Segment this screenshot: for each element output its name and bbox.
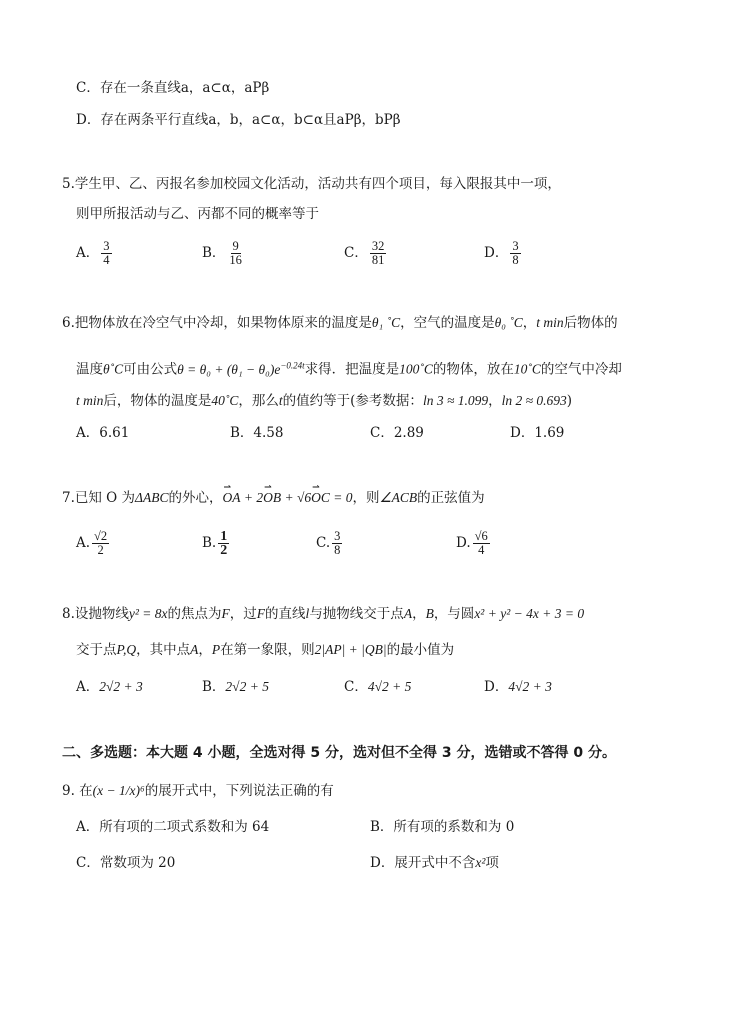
q5-option-c [344, 240, 388, 267]
option-label: A． [76, 245, 100, 261]
q5-stem-line1: 5.学生甲、乙、丙报名参加校园文化活动，活动共有四个项目，每入限报其中一项， [62, 176, 561, 192]
fraction: $\frac{3}{8}$ [512, 239, 519, 267]
q8-line1: 8.设抛物线y² = 8x的焦点为F，过F的直线l与抛物线交于点A，B，与圆x² + y² − 4x + 3 = 0 [62, 606, 585, 622]
fraction: $\frac{√2}{2}$ [94, 529, 108, 557]
q8-option-a: A．2√2 + 3 [76, 679, 143, 695]
q6-option-d: D．1.69 [510, 425, 565, 441]
q7-option-a: A. $\frac{√2}{2}$ [76, 529, 108, 557]
q7-option-b: B. $\frac{1}{2}$ [202, 529, 228, 558]
fraction: $\frac{32}{81}$ [371, 239, 385, 267]
q6-option-b: B．4.58 [230, 425, 284, 441]
fraction: $\frac{1}{2}$ [220, 529, 228, 558]
cooling-formula: $\theta = \theta_0 + (\theta_1 - \theta_0)e^{-0.24t}$ [177, 360, 305, 377]
fraction: $\frac{3}{4}$ [103, 239, 110, 267]
q6-option-c: C．2.89 [370, 425, 424, 441]
q9-option-d: D．展开式中不含x²项 [370, 855, 499, 871]
q7-stem: 7.已知 O 为ΔABC的外心，⇀ OA + 2⇀ OB + √6⇀ OC = 0，则∠ACB的正弦值为 [62, 488, 485, 508]
q9-option-a: A．所有项的二项式系数和为 64 [76, 819, 270, 835]
q7-option-d: D. $\frac{√6}{4}$ [456, 529, 488, 557]
q9-option-c: C．常数项为 20 [76, 855, 176, 871]
q4-option-d: D．存在两条平行直线a，b，a⊂α，b⊂α且aPβ，bPβ [76, 112, 401, 128]
fraction: $\frac{3}{8}$ [334, 529, 341, 557]
section-heading: 二、多选题：本大题 4 小题，全选对得 5 分，选对但不全得 3 分，选错或不答得 0 分。 [62, 745, 616, 761]
q8-option-b: B．2√2 + 5 [202, 679, 269, 695]
option-label: B． [202, 245, 226, 261]
q5-option-d [484, 240, 523, 267]
q8-option-d: D．4√2 + 3 [484, 679, 552, 695]
q6-option-a: A．6.61 [76, 425, 130, 441]
fraction: $\frac{√6}{4}$ [474, 529, 488, 557]
q9-option-b: B．所有项的系数和为 0 [370, 819, 515, 835]
fraction: $\frac{9}{16}$ [229, 239, 242, 267]
q5-stem-line2: 则甲所报活动与乙、丙都不同的概率等于 [76, 206, 319, 222]
option-label: C． [344, 245, 368, 261]
q4-option-c: C．存在一条直线a，a⊂α，aPβ [76, 80, 270, 96]
q5-option-a [76, 240, 114, 267]
q8-option-c: C．4√2 + 5 [344, 679, 412, 695]
q9-stem: 9. 在(x − 1/x)⁶的展开式中，下列说法正确的有 [62, 783, 334, 799]
option-label: D． [484, 245, 509, 261]
q7-option-c: C. $\frac{3}{8}$ [316, 529, 341, 557]
q5-option-b [202, 240, 246, 267]
q6-line3: t min后，物体的温度是40˚C，那么t的值约等于(参考数据：ln 3 ≈ 1.099，ln 2 ≈ 0.693) [76, 393, 573, 409]
q8-line2: 交于点P,Q，其中点A，P在第一象限，则2|AP| + |QB|的最小值为 [76, 642, 455, 658]
q6-line1: 6.把物体放在冷空气中冷却，如果物体原来的温度是θ₁ ˚C，空气的温度是θ₀ ˚C，t min后物体的 [62, 315, 618, 331]
q6-line2: 温度θ˚C可由公式$\theta = \theta_0 + (\theta_1 - \theta_0)e^{-0.24t}$求得．把温度是100˚C的物体，放在10˚C的空气中冷却 [76, 360, 622, 378]
